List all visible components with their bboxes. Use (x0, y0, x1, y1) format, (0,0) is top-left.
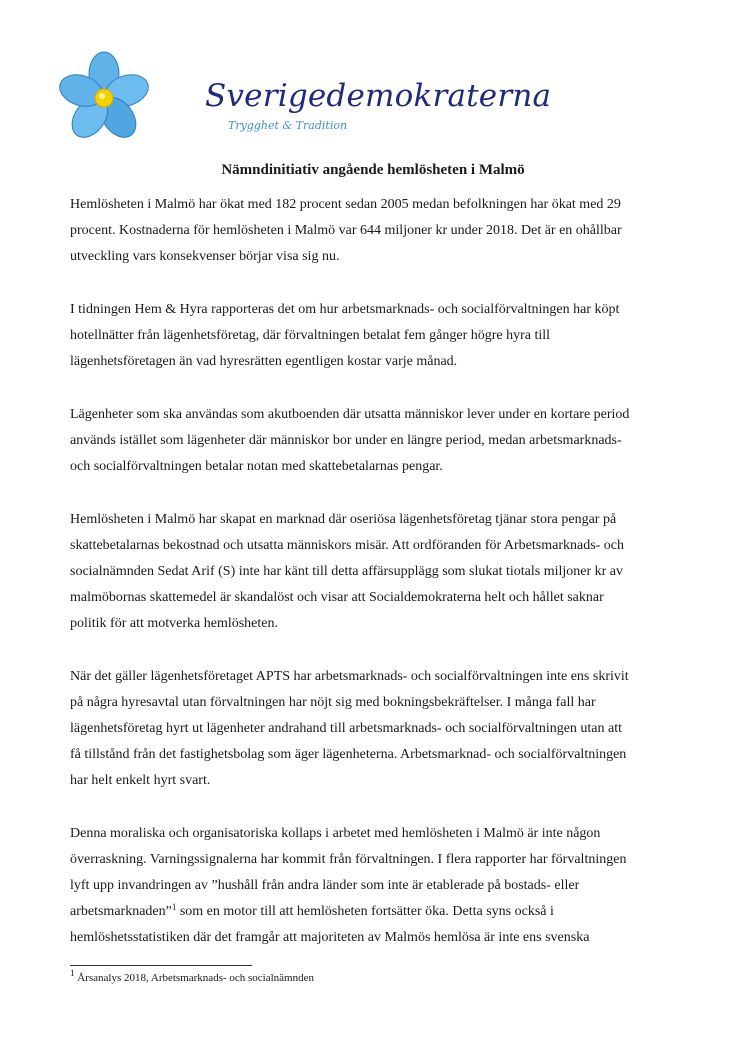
paragraph (70, 821, 680, 951)
text-line: skattebetalarnas bekostnad och utsatta människors misär. Att ordföranden för Arbetsmarknads- och (70, 538, 625, 553)
text-line: lyft upp invandringen av ”hushåll från andra länder som inte är etablerade på bostads- eller (70, 878, 580, 893)
text-line: procent. Kostnaderna för hemlösheten i Malmö var 644 miljoner kr under 2018. Det är en ohållbar (70, 223, 622, 238)
text-line: lägenhetsföretag hyrt ut lägenheter andrahand till arbetsmarknads- och socialförvaltningen utan att (70, 721, 623, 736)
text-line: socialnämnden Sedat Arif (S) inte har känt till detta affärsupplägg som slukat tiotals miljoner kr av (70, 564, 623, 579)
text-line: och socialförvaltningen betalar notan med skattebetalarnas pengar. (70, 459, 443, 474)
text-line: Hemlösheten i Malmö har ökat med 182 procent sedan 2005 medan befolkningen har ökat med 29 (70, 197, 621, 212)
text-line: överraskning. Varningssignalerna har kommit från förvaltningen. I flera rapporter har förvaltningen (70, 852, 627, 867)
text-line: hemlöshetsstatistiken där det framgår att majoriteten av Malmös hemlösa är inte ens svenska (70, 930, 590, 945)
text-line: politik för att motverka hemlösheten. (70, 616, 279, 631)
footnote-reference[interactable]: 1 (171, 902, 177, 912)
logo-wordmark: Sverigedemokraterna (205, 78, 552, 114)
text-line: lägenhetsföretagen än vad hyresrätten egentligen kostar varje månad. (70, 354, 458, 369)
text-line: används istället som lägenheter där människor bor under en längre period, medan arbetsmarknads- (70, 433, 622, 448)
footnote-marker: 1 (70, 968, 75, 978)
footnote-divider (70, 965, 252, 966)
paragraph (70, 297, 680, 375)
footnote-text: Årsanalys 2018, Arbetsmarknads- och socialnämnden (74, 972, 314, 984)
text-line: När det gäller lägenhetsföretaget APTS har arbetsmarknads- och socialförvaltningen inte ens skrivit (70, 669, 629, 684)
text-line (70, 899, 680, 925)
text-line: I tidningen Hem & Hyra rapporteras det om hur arbetsmarknads- och socialförvaltningen har köpt (70, 302, 620, 317)
document-body (70, 192, 680, 978)
flower-icon (58, 48, 168, 148)
text-line: malmöbornas skattemedel är skandalöst och visar att Socialdemokraterna helt och hållet saknar (70, 590, 604, 605)
text-line: utveckling vars konsekvenser börjar visa sig nu. (70, 249, 340, 264)
logo-tagline: Trygghet & Tradition (228, 119, 348, 132)
party-logo (58, 48, 552, 148)
text-line: Hemlösheten i Malmö har skapat en marknad där oseriösa lägenhetsföretag tjänar stora pengar på (70, 512, 617, 527)
paragraph (70, 192, 680, 270)
paragraph (70, 664, 680, 794)
text-fragment: som en motor till att hemlösheten fortsätter öka. Detta syns också i (176, 904, 554, 919)
text-line: få tillstånd från det fastighetsbolag som äger lägenheterna. Arbetsmarknad- och socialförvaltningen (70, 747, 627, 762)
text-line: Lägenheter som ska användas som akutboenden där utsatta människor lever under en kortare period (70, 407, 630, 422)
footnote (70, 968, 314, 984)
paragraph (70, 507, 680, 637)
text-line: på några hyresavtal utan förvaltningen har nöjt sig med bokningsbekräftelser. I många fall har (70, 695, 596, 710)
paragraph (70, 402, 680, 480)
text-line: har helt enkelt hyrt svart. (70, 773, 211, 788)
text-line: hotellnätter från lägenhetsföretag, där förvaltningen betalat fem gånger högre hyra till (70, 328, 551, 343)
text-line: Denna moraliska och organisatoriska kollaps i arbetet med hemlösheten i Malmö är inte någon (70, 826, 601, 841)
text-fragment: arbetsmarknaden” (70, 904, 172, 919)
document-title: Nämndinitiativ angående hemlösheten i Malmö (221, 162, 525, 178)
